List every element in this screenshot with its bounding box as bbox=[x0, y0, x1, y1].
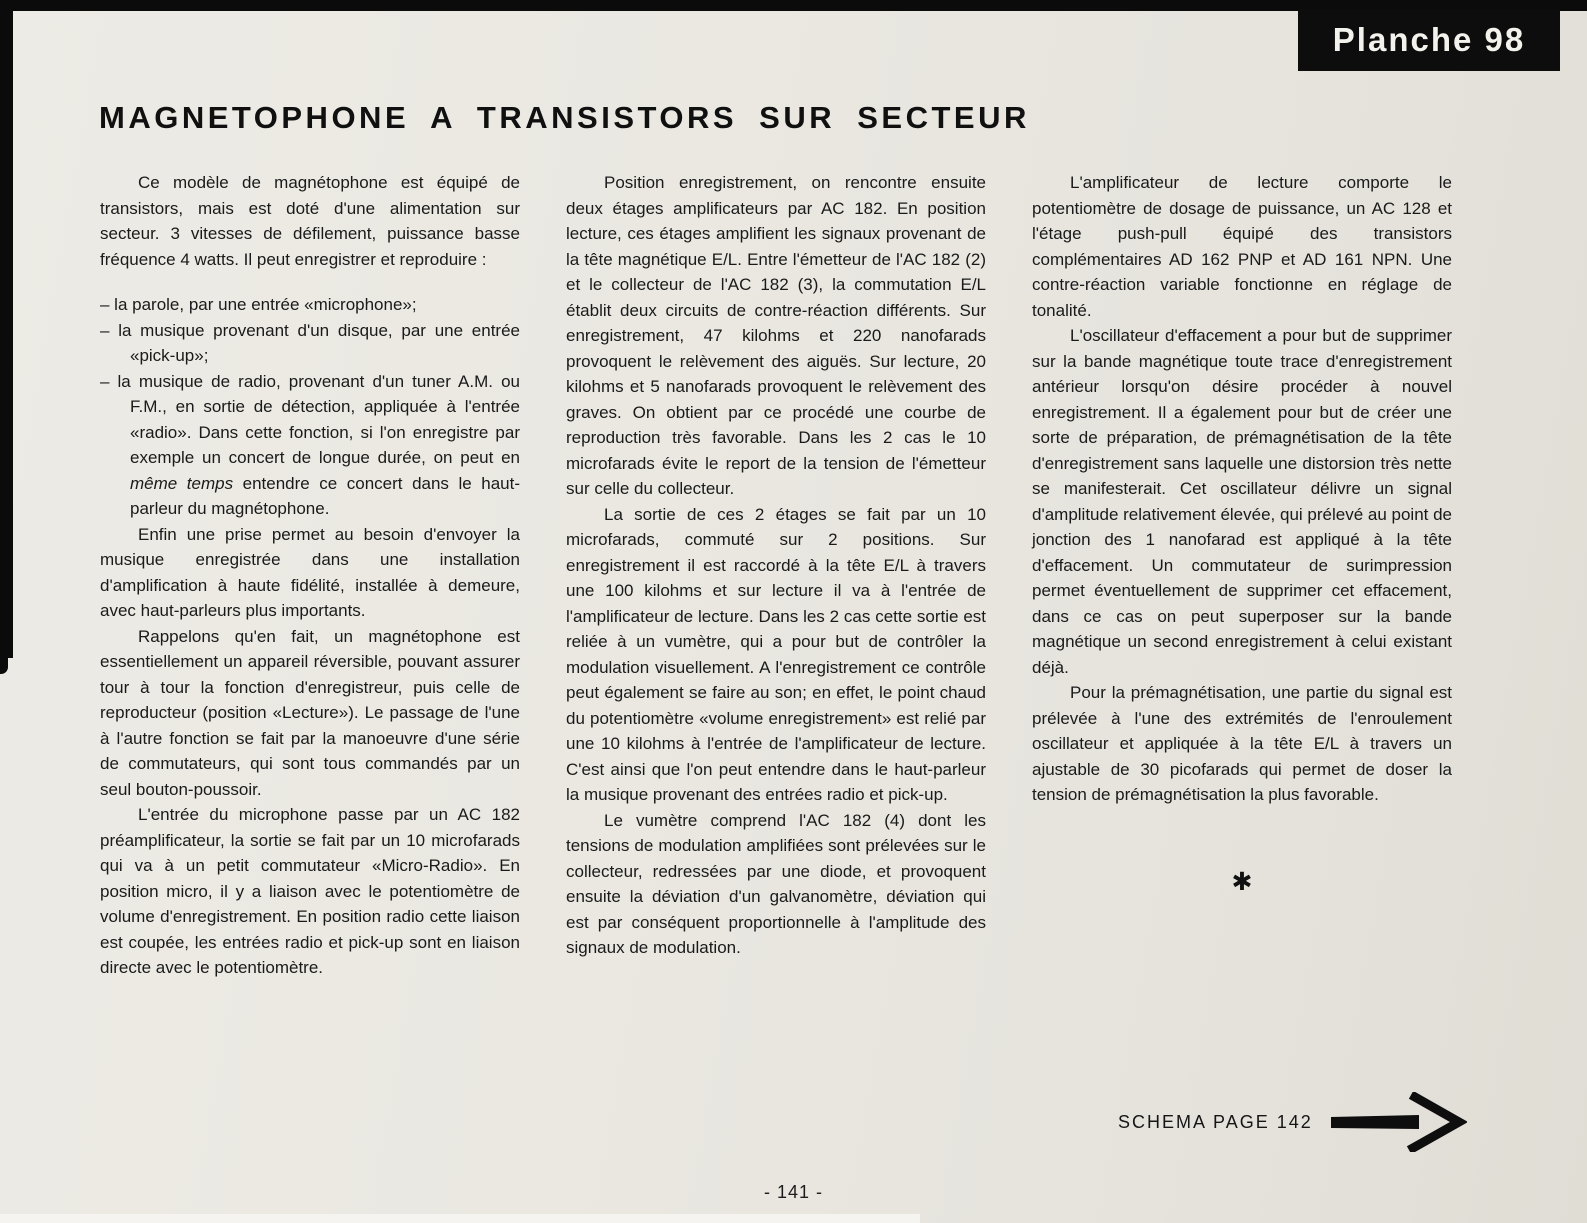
paragraph: Enfin une prise permet au besoin d'envoyer la musique enregistrée dans une installation d'amplification à haute fidélité, installée à demeure, avec haut-parleurs plus importants. bbox=[100, 524, 520, 620]
scan-edge-left bbox=[0, 0, 13, 658]
paragraph: L'entrée du microphone passe par un AC 182 préamplificateur, la sortie se fait par un 10 microfarads qui va à un petit commutateur «Micro-Radio». En position micro, il y a liaison avec le potentiomètre de volume d'enregistrement. En position radio cette liaison est coupée, les entrées radio et pick-up sont en liaison directe avec le potentiomètre. bbox=[100, 805, 520, 977]
list-item-text: – la musique de radio, provenant d'un tuner A.M. ou F.M., en sortie de détection, appliquée à l'entrée «radio». Dans cette fonction, si l'on enregistre par exemple un concert de longue durée, on peut en bbox=[100, 371, 520, 467]
paragraph: Pour la prémagnétisation, une partie du signal est prélevée à l'une des extrémités de l'enroulement oscillateur et appliquée à la tête E/L à travers un ajustable de 30 picofarads qui permet de doser la tension de prémagnétisation la plus favorable. bbox=[1032, 683, 1452, 804]
column-2 bbox=[566, 170, 986, 981]
list-item: – la musique provenant d'un disque, par une entrée «pick-up»; bbox=[100, 320, 520, 365]
list-item bbox=[100, 369, 520, 522]
column-1 bbox=[100, 170, 520, 981]
paragraph: L'oscillateur d'effacement a pour but de supprimer sur la bande magnétique toute trace d'enregistrement antérieur lorsqu'on désire procéder à nouvel enregistrement. Il a également pour but de créer une sorte de préparation, de prémagnétisation de la tête d'enregistrement sans laquelle une distorsion très nette se manifesterait. Cet oscillateur délivre un signal d'amplitude relativement élevée, qui prélevé au point de jonction des 1 nanofarad est appliqué à la tête d'effacement. Un commutateur de surimpression permet éventuellement de supprimer cet effacement, dans ce cas on peut superposer sur la bande magnétique un second enregistrement à celui existant déjà. bbox=[1032, 326, 1453, 677]
paragraph: Rappelons qu'en fait, un magnétophone est essentiellement un appareil réversible, pouvant assurer tour à tour la fonction d'enregistreur, puis celle de reproducteur (position «Lecture»). Le passage de l'une à l'autre fonction se fait par la manoeuvre d'une série de commutateurs, qui sont tous commandés par un seul bouton-poussoir. bbox=[100, 626, 520, 799]
list-item: – la parole, par une entrée «microphone»; bbox=[100, 295, 417, 314]
list-item-text: entendre ce concert dans le haut-parleur du magnétophone. bbox=[130, 473, 521, 518]
article-columns bbox=[100, 170, 1452, 981]
column-3 bbox=[1032, 170, 1452, 981]
paragraph: L'amplificateur de lecture comporte le potentiomètre de dosage de puissance, un AC 128 et l'étage push-pull équipé des transistors complémentaires AD 162 PNP et AD 161 NPN. Une contre-réaction variable fonctionne en réglage de tonalité. bbox=[1032, 173, 1452, 320]
plate-badge bbox=[1298, 9, 1560, 71]
paragraph: Le vumètre comprend l'AC 182 (4) dont les tensions de modulation amplifiées sont prélevées sur le collecteur, redressées par une diode, et provoquent ensuite la déviation d'un galvanomètre, déviation qui est par conséquent proportionnelle à l'amplitude des signaux de modulation. bbox=[566, 810, 986, 957]
schema-reference-label: SCHEMA PAGE 142 bbox=[1118, 1111, 1313, 1132]
emphasized-text: même temps bbox=[130, 473, 234, 493]
paragraph: Position enregistrement, on rencontre ensuite deux étages amplificateurs par AC 182. En position lecture, ces étages amplifient les signaux provenant de la tête magnétique E/L. Entre l'émetteur de l'AC 182 (2) et le collecteur de l'AC 182 (3), la commutation E/L établit deux circuits de contre-réaction différents. Sur enregistrement, 47 kilohms et 220 nanofarads provoquent le relèvement des aiguës. Sur lecture, 20 kilohms et 5 nanofarads provoquent le relèvement des graves. On obtient par ce procédé une courbe de reproduction très favorable. Dans les 2 cas le 10 microfarads évite le report de la tension de l'émetteur sur celle du collecteur. bbox=[566, 173, 986, 498]
scan-edge-bottom bbox=[0, 1214, 920, 1223]
asterisk-star-icon: ✱ bbox=[1231, 867, 1253, 896]
paragraph: La sortie de ces 2 étages se fait par un 10 microfarads, commuté sur 2 positions. Sur enregistrement il est raccordé à la tête E/L à travers une 100 kilohms et sur lecture il va à l'entrée de l'amplificateur de lecture. Dans les 2 cas cette sortie est reliée à un vumètre, qui a pour but de contrôler la modulation visuellement. A l'enregistrement ce contrôle peut également se faire au son; en effet, le point chaud du potentiomètre «volume enregistrement» est relié par une 10 kilohms à l'entrée de l'amplificateur de lecture. C'est ainsi que l'on peut entendre dans le haut-parleur la musique provenant des entrées radio et pick-up. bbox=[566, 504, 986, 804]
schema-reference bbox=[1118, 1092, 1467, 1152]
page-number: - 141 - bbox=[763, 1182, 824, 1202]
bullet-list bbox=[100, 292, 520, 522]
page-title: MAGNETOPHONE A TRANSISTORS SUR SECTEUR bbox=[99, 100, 1030, 135]
arrow-right-icon bbox=[1331, 1092, 1467, 1152]
paragraph: Ce modèle de magnétophone est équipé de transistors, mais est doté d'une alimentation sur secteur. 3 vitesses de défilement, puissance basse fréquence 4 watts. Il peut enregistrer et reproduire : bbox=[100, 173, 520, 269]
plate-badge-label: Planche 98 bbox=[1332, 21, 1526, 58]
